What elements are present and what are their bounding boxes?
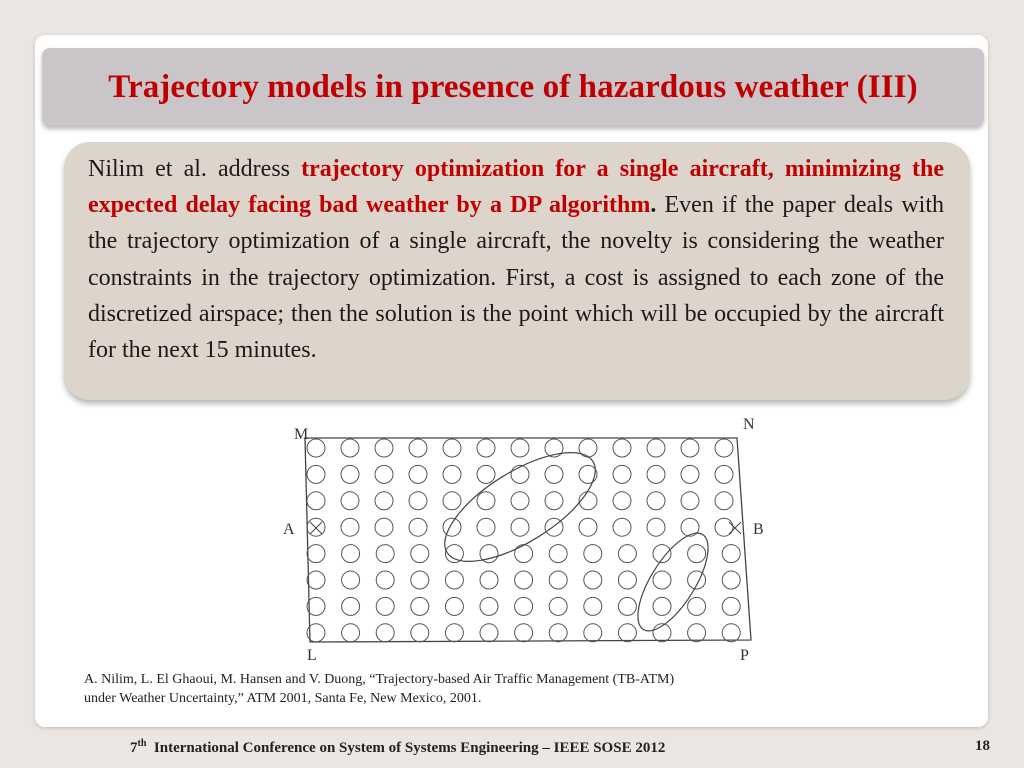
grid-cell: [511, 518, 529, 536]
grid-cell: [515, 597, 533, 615]
grid-cell: [647, 465, 665, 483]
grid-cell: [480, 571, 498, 589]
grid-cell: [443, 492, 461, 510]
grid-cell: [375, 518, 393, 536]
grid-cell: [307, 492, 325, 510]
grid-cell: [647, 492, 665, 510]
grid-cell: [722, 624, 740, 642]
weather-zone-upper: [429, 432, 612, 583]
grid-cell: [618, 545, 636, 563]
grid-cell: [613, 492, 631, 510]
grid-cell: [618, 597, 636, 615]
grid-cell: [445, 571, 463, 589]
grid-cell: [579, 518, 597, 536]
grid-cell: [342, 624, 360, 642]
grid-cell: [549, 545, 567, 563]
grid-cell: [545, 492, 563, 510]
label-l: L: [307, 647, 317, 664]
grid-cell: [715, 439, 733, 457]
grid-cell: [307, 465, 325, 483]
grid-cell: [647, 518, 665, 536]
grid-cell: [375, 492, 393, 510]
grid-cell: [653, 597, 671, 615]
grid-cell: [307, 545, 325, 563]
airspace-grid-figure: [275, 410, 775, 665]
page-number: 18: [975, 738, 990, 754]
grid-cell: [409, 492, 427, 510]
grid-cell: [613, 439, 631, 457]
title-bar: [42, 48, 984, 126]
grid-cell: [584, 571, 602, 589]
grid-cell: [715, 492, 733, 510]
grid-cell: [411, 624, 429, 642]
grid-cell: [341, 518, 359, 536]
grid-cell: [307, 439, 325, 457]
grid-cell: [688, 597, 706, 615]
grid-cell: [411, 545, 429, 563]
grid-cell: [681, 492, 699, 510]
grid-cell: [515, 571, 533, 589]
grid-cell: [613, 465, 631, 483]
grid-cell: [511, 439, 529, 457]
citation-line-1: A. Nilim, L. El Ghaoui, M. Hansen and V. Duong, “Trajectory-based Air Traffic Management (TB-ATM): [84, 672, 675, 687]
label-n: N: [743, 416, 755, 433]
label-b: B: [753, 521, 764, 538]
grid-cell: [480, 597, 498, 615]
grid-cell: [477, 492, 495, 510]
grid-cell: [307, 518, 325, 536]
body-highlight: trajectory optimization for a single aircraft, minimizing the expected delay facing bad weather by a DP algorithm: [88, 156, 944, 219]
slide-title: Trajectory models in presence of hazardous weather (III): [108, 68, 918, 105]
body-highlight-end: .: [650, 192, 657, 219]
body-paragraph: [88, 151, 944, 368]
grid-cell: [411, 571, 429, 589]
grid-cell: [579, 439, 597, 457]
grid-cell: [549, 624, 567, 642]
grid-cell: [341, 439, 359, 457]
grid-cell: [409, 465, 427, 483]
grid-cell: [409, 439, 427, 457]
grid-cell: [477, 465, 495, 483]
point-b-marker: [729, 522, 741, 534]
grid-cell: [477, 439, 495, 457]
grid-cell: [613, 518, 631, 536]
grid-cell: [480, 624, 498, 642]
grid-cell: [653, 571, 671, 589]
label-m: M: [294, 426, 309, 443]
grid-cell: [443, 439, 461, 457]
grid-cell: [584, 624, 602, 642]
footer-ordinal: 7: [130, 740, 138, 756]
grid-cell: [511, 465, 529, 483]
grid-cell: [443, 465, 461, 483]
grid-cell: [515, 624, 533, 642]
grid-cell: [688, 545, 706, 563]
grid-cell: [443, 518, 461, 536]
grid-cell: [375, 465, 393, 483]
grid-cell: [376, 624, 394, 642]
grid-cell: [647, 439, 665, 457]
grid-cell: [688, 624, 706, 642]
grid-cell: [579, 492, 597, 510]
grid-cell: [375, 439, 393, 457]
grid-cell: [722, 597, 740, 615]
footer-conference-name: International Conference on System of Systems Engineering – IEEE SOSE 2012: [146, 740, 666, 756]
body-rest: Even if the paper deals with the trajectory optimization of a single aircraft, the novelty is considering the weather constraints in the trajectory optimization. First, a cost is assigned to each zone of the discretized airspace; then the solution is the point which will be occupied by the aircraft for the next 15 minutes.: [88, 192, 944, 364]
grid-cell: [722, 571, 740, 589]
label-a: A: [283, 521, 295, 538]
grid-cell: [376, 571, 394, 589]
airspace-boundary: [305, 438, 751, 642]
grid-cell: [376, 545, 394, 563]
footer-ordinal-suffix: th: [137, 738, 147, 749]
grid-cell: [584, 597, 602, 615]
grid-cell: [722, 545, 740, 563]
footer-conference: [130, 738, 870, 757]
grid-cell: [584, 545, 602, 563]
body-lead: Nilim et al. address: [88, 156, 302, 182]
grid-cell: [681, 439, 699, 457]
grid-cells: [307, 439, 740, 642]
grid-cell: [342, 597, 360, 615]
grid-cell: [511, 492, 529, 510]
grid-cell: [545, 465, 563, 483]
grid-cell: [342, 571, 360, 589]
grid-cell: [411, 597, 429, 615]
airspace-grid-diagram: [275, 410, 775, 665]
grid-cell: [579, 465, 597, 483]
grid-cell: [515, 545, 533, 563]
grid-cell: [307, 571, 325, 589]
grid-cell: [376, 597, 394, 615]
point-a-marker: [310, 522, 322, 534]
grid-cell: [342, 545, 360, 563]
grid-cell: [341, 465, 359, 483]
grid-cell: [549, 571, 567, 589]
grid-cell: [715, 465, 733, 483]
weather-zone-lower: [625, 523, 722, 641]
grid-cell: [715, 518, 733, 536]
grid-cell: [409, 518, 427, 536]
grid-cell: [341, 492, 359, 510]
label-p: P: [740, 647, 749, 664]
grid-cell: [618, 624, 636, 642]
grid-cell: [549, 597, 567, 615]
grid-cell: [477, 518, 495, 536]
grid-cell: [681, 465, 699, 483]
grid-cell: [445, 624, 463, 642]
citation: [84, 670, 954, 708]
grid-cell: [618, 571, 636, 589]
body-text-box: [64, 142, 970, 400]
grid-cell: [445, 597, 463, 615]
citation-line-2: under Weather Uncertainty,” ATM 2001, Santa Fe, New Mexico, 2001.: [84, 691, 482, 706]
